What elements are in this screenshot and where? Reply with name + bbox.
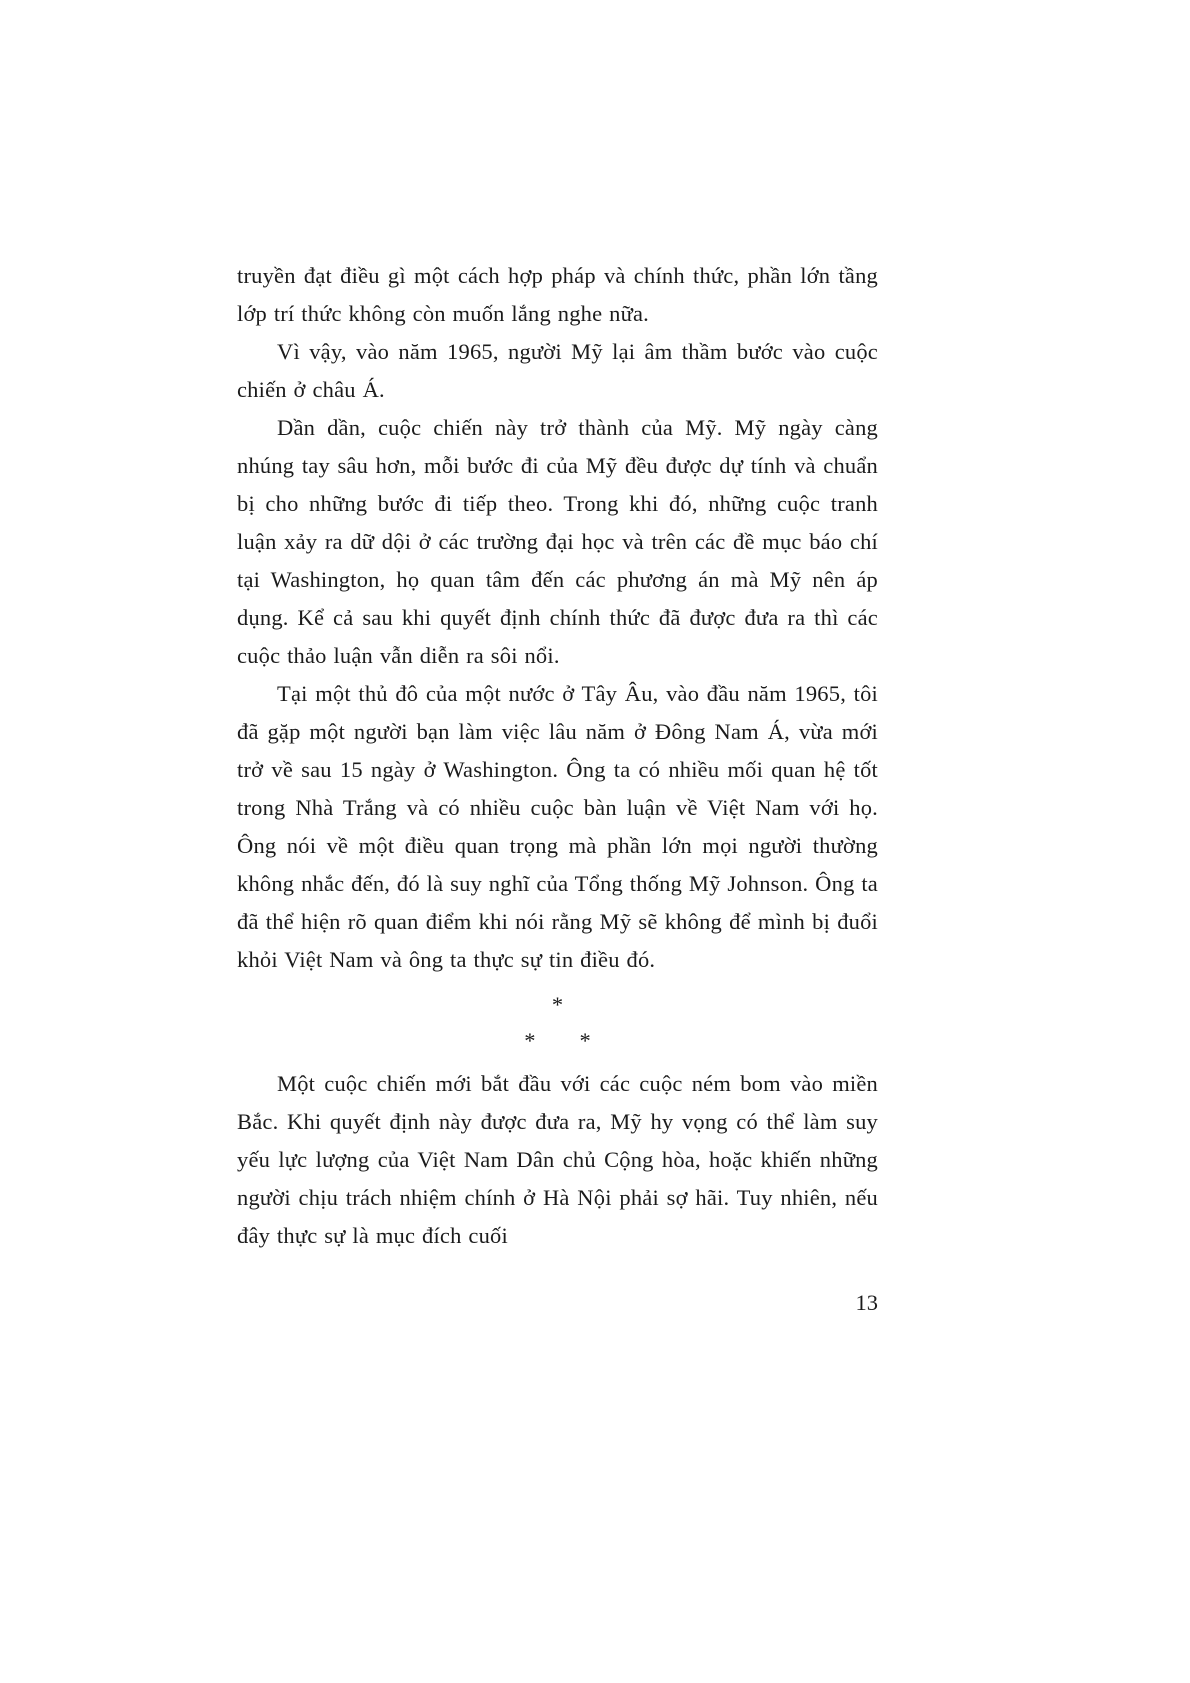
paragraph: Một cuộc chiến mới bắt đầu với các cuộc ném bom vào miền Bắc. Khi quyết định này được đưa ra, Mỹ hy vọng có thể làm suy yếu lực lượng của Việt Nam Dân chủ Cộng hòa, hoặc khiến những người chịu trách nhiệm chính ở Hà Nội phải sợ hãi. Tuy nhiên, nếu đây thực sự là mục đích cuối: [237, 1071, 878, 1248]
paragraph: Dần dần, cuộc chiến này trở thành của Mỹ. Mỹ ngày càng nhúng tay sâu hơn, mỗi bước đi của Mỹ đều được dự tính và chuẩn bị cho những bước đi tiếp theo. Trong khi đó, những cuộc tranh luận xảy ra dữ dội ở các trường đại học và trên các đề mục báo chí tại Washington, họ quan tâm đến các phương án mà Mỹ nên áp dụng. Kể cả sau khi quyết định chính thức đã được đưa ra thì các cuộc thảo luận vẫn diễn ra sôi nổi.: [237, 415, 878, 668]
section-separator: [237, 987, 878, 1059]
paragraph-continuation: truyền đạt điều gì một cách hợp pháp và chính thức, phần lớn tầng lớp trí thức không còn muốn lắng nghe nữa.: [237, 263, 878, 326]
separator-star-top: *: [551, 992, 564, 1017]
paragraph: Tại một thủ đô của một nước ở Tây Âu, vào đầu năm 1965, tôi đã gặp một người bạn làm việc lâu năm ở Đông Nam Á, vừa mới trở về sau 15 ngày ở Washington. Ông ta có nhiều mối quan hệ tốt trong Nhà Trắng và có nhiều cuộc bàn luận về Việt Nam với họ. Ông nói về một điều quan trọng mà phần lớn mọi người thường không nhắc đến, đó là suy nghĩ của Tổng thống Mỹ Johnson. Ông ta đã thể hiện rõ quan điểm khi nói rằng Mỹ sẽ không để mình bị đuổi khỏi Việt Nam và ông ta thực sự tin điều đó.: [237, 681, 878, 972]
paragraph: Vì vậy, vào năm 1965, người Mỹ lại âm thầm bước vào cuộc chiến ở châu Á.: [237, 339, 878, 402]
separator-star-row: [524, 1023, 591, 1059]
separator-star-left: *: [524, 1028, 536, 1053]
page-number: 13: [855, 1290, 878, 1315]
separator-star-right: *: [579, 1028, 591, 1053]
